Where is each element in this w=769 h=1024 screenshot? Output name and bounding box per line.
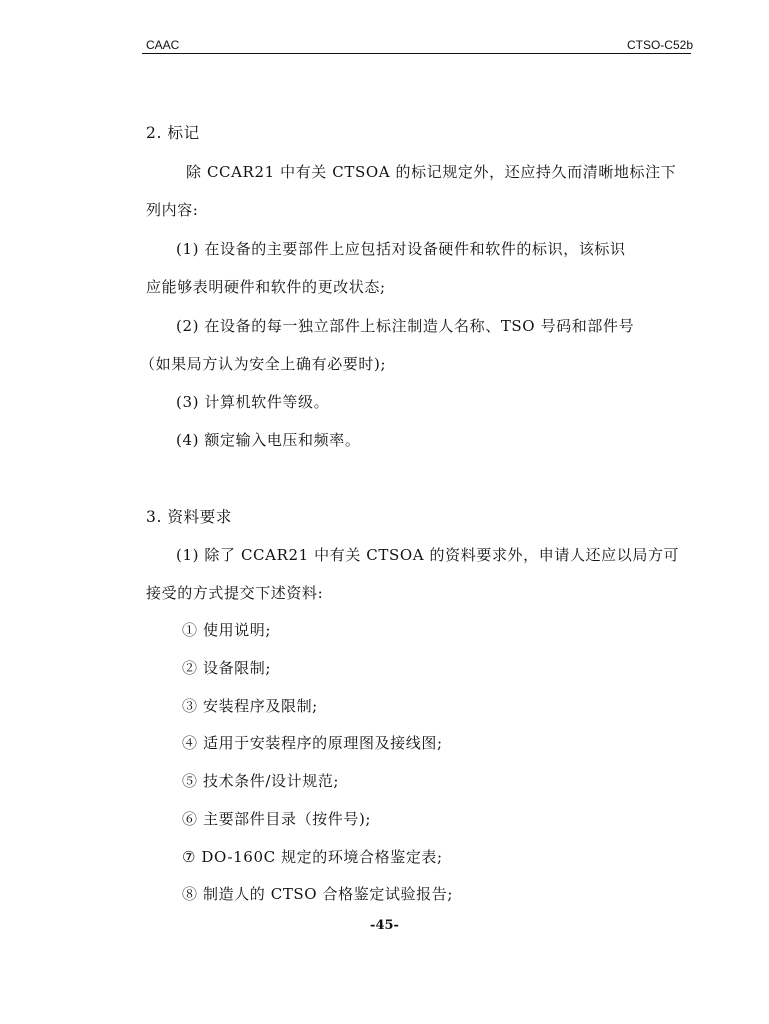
list-item: ② 设备限制; [182,659,272,677]
marking-item-3: (3) 计算机软件等级。 [176,393,330,411]
section-2-paragraph-line: 列内容: [146,201,199,219]
marking-item-2-continued: （如果局方认为安全上确有必要时); [140,355,387,373]
marking-item-2: (2) 在设备的每一独立部件上标注制造人名称、TSO 号码和部件号 [176,317,635,335]
header-rule [142,53,691,54]
list-item: ④ 适用于安装程序的原理图及接线图; [182,734,443,752]
page-number: -45- [370,918,399,933]
section-3-paragraph-line: (1) 除了 CCAR21 中有关 CTSOA 的资料要求外，申请人还应以局方可 [176,546,680,564]
section-2-heading: 2. 标记 [146,124,200,142]
header-doc-id: CTSO-C52b [626,38,693,52]
marking-item-1-continued: 应能够表明硬件和软件的更改状态; [146,278,386,296]
list-item: ⑧ 制造人的 CTSO 合格鉴定试验报告; [182,885,454,903]
list-item: ③ 安装程序及限制; [182,697,318,715]
marking-item-1: (1) 在设备的主要部件上应包括对设备硬件和软件的标识，该标识 [176,240,626,258]
list-item: ① 使用说明; [182,621,272,639]
section-2-paragraph-line: 除 CCAR21 中有关 CTSOA 的标记规定外，还应持久而清晰地标注下 [186,163,677,181]
marking-item-4: (4) 额定输入电压和频率。 [176,431,361,449]
section-3-paragraph-line: 接受的方式提交下述资料: [146,584,324,602]
list-item: ⑤ 技术条件/设计规范; [182,772,340,790]
list-item: ⑦ DO-160C 规定的环境合格鉴定表; [182,848,443,866]
header-org: CAAC [146,38,180,52]
list-item: ⑥ 主要部件目录（按件号); [182,810,372,828]
section-3-heading: 3. 资料要求 [146,508,232,526]
